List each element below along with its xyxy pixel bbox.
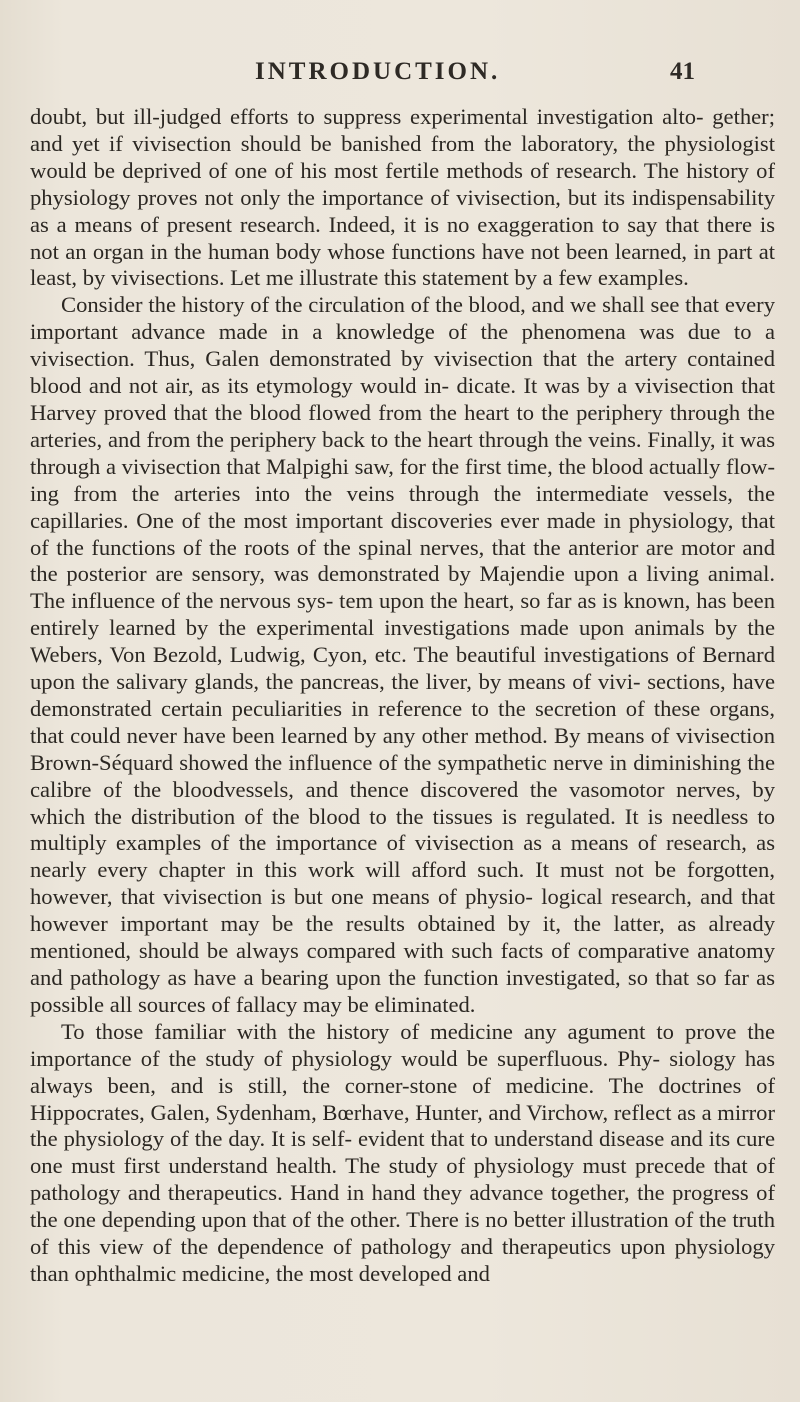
body-text <box>30 104 775 1288</box>
paragraph-3: To those familiar with the history of medicine any agument to prove the importance of the study of physiology would be superfluous. Phy- siology has always been, and is still, the corner-stone of medicine. The doctrines of Hippocrates, Galen, Sydenham, Bœrhave, Hunter, and Virchow, reflect as a mirror the physiology of the day. It is self- evident that to understand disease and its cure one must first understand health. The study of physiology must precede that of pathology and therapeutics. Hand in hand they advance together, the progress of the one depending upon that of the other. There is no better illustration of the truth of this view of the dependence of pathology and therapeutics upon physiology than ophthalmic medicine, the most developed and <box>30 1018 775 1286</box>
running-head <box>255 58 695 88</box>
page-number: 41 <box>670 58 695 85</box>
paragraph-2: Consider the history of the circulation of the blood, and we shall see that every important advance made in a knowledge of the phenomena was due to a vivisection. Thus, Galen demonstrated by vivisection that the artery contained blood and not air, as its etymology would in- dicate. It was by a vivisection that Harvey proved that the blood flowed from the heart to the periphery through the arteries, and from the periphery back to the heart through the veins. Finally, it was through a vivisection that Malpighi saw, for the first time, the blood actually flow- ing from the arteries into the veins through the intermediate vessels, the capillaries. One of the most important discoveries ever made in physiology, that of the functions of the roots of the spinal nerves, that the anterior are motor and the posterior are sensory, was demonstrated by Majendie upon a living animal. The influence of the nervous sys- tem upon the heart, so far as is known, has been entirely learned by the experimental investigations made upon animals by the Webers, Von Bezold, Ludwig, Cyon, etc. The beautiful investigations of Bernard upon the salivary glands, the pancreas, the liver, by means of vivi- sections, have demonstrated certain peculiarities in reference to the secretion of these organs, that could never have been learned by any other method. By means of vivisection Brown-Séquard showed the influence of the sympathetic nerve in diminishing the calibre of the bloodvessels, and thence discovered the vasomotor nerves, by which the distribution of the blood to the tissues is regulated. It is needless to multiply examples of the importance of vivisection as a means of research, as nearly every chapter in this work will afford such. It must not be forgotten, however, that vivisection is but one means of physio- logical research, and that however important may be the results obtained by it, the latter, as already mentioned, should be always compared with such facts of comparative anatomy and pathology as have a bearing upon the function investigated, so that so far as possible all sources of fallacy may be eliminated. <box>30 292 775 1017</box>
running-title: INTRODUCTION. <box>255 58 501 85</box>
paragraph-1: doubt, but ill-judged efforts to suppress experimental investigation alto- gether; and yet if vivisection should be banished from the laboratory, the physiologist would be deprived of one of his most fertile methods of research. The history of physiology proves not only the importance of vivisection, but its indispensability as a means of present research. Indeed, it is no exaggeration to say that there is not an organ in the human body whose functions have not been learned, in part at least, by vivisections. Let me illustrate this statement by a few examples. <box>30 104 775 291</box>
